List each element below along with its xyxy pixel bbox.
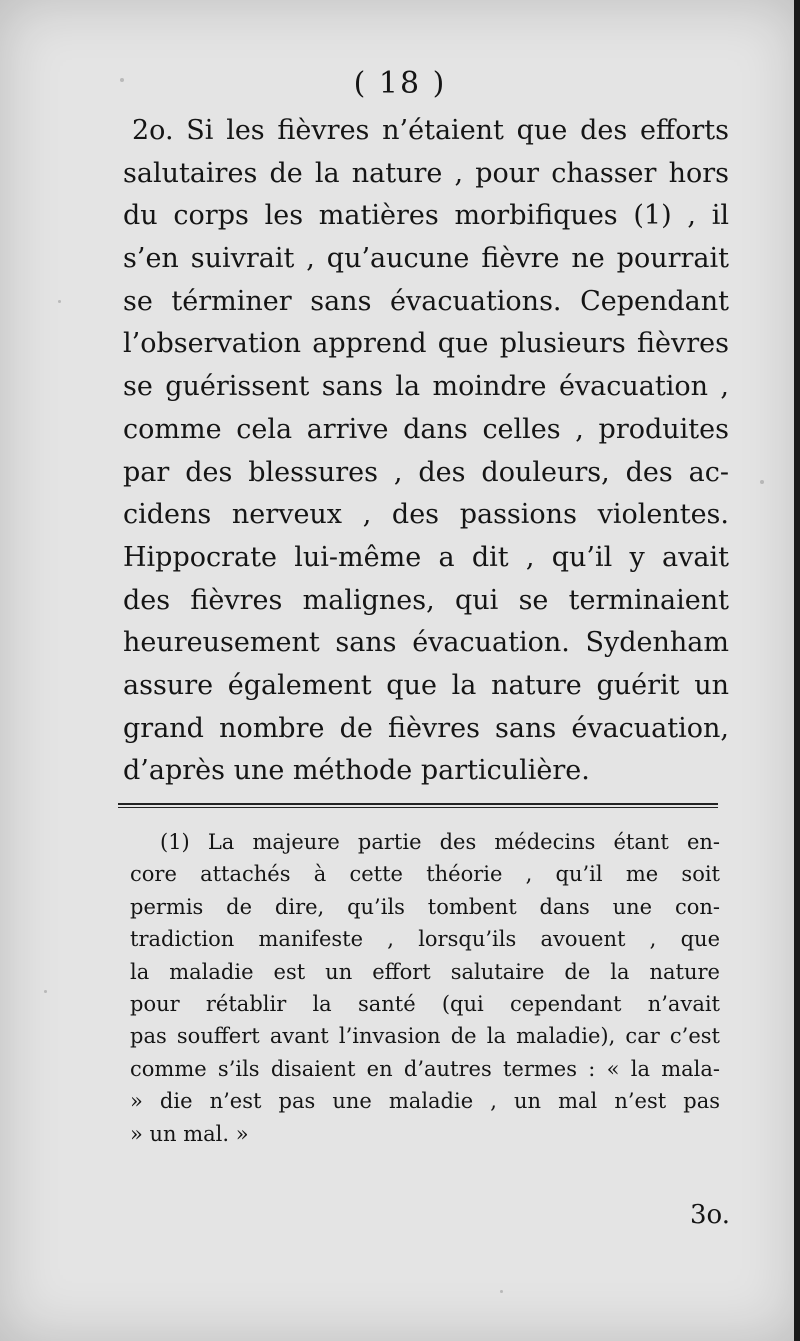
page-edge-shadow xyxy=(794,0,800,1341)
page-number: ( 18 ) xyxy=(353,66,447,101)
text-line: salutaires de la nature , pour chasser hors xyxy=(123,157,729,189)
signature-mark: 3o. xyxy=(690,1200,731,1230)
paper-speck xyxy=(760,480,764,484)
text-line: par des blessures , des douleurs, des ac- xyxy=(123,456,729,488)
footnote-line: core attachés à cette théorie , qu’il me soit xyxy=(130,862,720,887)
text-line: du corps les matières morbifiques (1) , il xyxy=(123,200,729,232)
text-line: heureusement sans évacuation. Sydenham xyxy=(123,627,729,659)
text-line: comme cela arrive dans celles , produites xyxy=(123,413,729,445)
text-line: s’en suivrait , qu’aucune fièvre ne pourrait xyxy=(123,243,729,275)
footnote-line: » un mal. » xyxy=(130,1121,249,1146)
footnote-line: » die n’est pas une maladie , un mal n’est pas xyxy=(130,1089,720,1114)
text-line: 2o. Si les fièvres n’étaient que des efforts xyxy=(132,115,729,146)
paper-speck xyxy=(44,990,47,993)
paper-speck xyxy=(120,78,124,82)
text-line: se términer sans évacuations. Cependant xyxy=(123,285,729,317)
text-line: Hippocrate lui-même a dit , qu’il y avait xyxy=(123,541,729,573)
paper-speck xyxy=(500,1290,503,1293)
footnote-line: pour rétablir la santé (qui cependant n’avait xyxy=(130,991,720,1016)
main-text xyxy=(123,110,729,793)
footnote-line: pas souffert avant l’invasion de la maladie), car c’est xyxy=(130,1024,720,1049)
text-line: se guérissent sans la moindre évacuation , xyxy=(123,371,729,403)
footnote-line: (1) La majeure partie des médecins étant en- xyxy=(160,830,720,854)
text-line: d’après une méthode particulière. xyxy=(123,755,590,787)
footnote-line: permis de dire, qu’ils tombent dans une con- xyxy=(130,894,720,919)
text-line: assure également que la nature guérit un xyxy=(123,669,729,701)
text-line: l’observation apprend que plusieurs fièvres xyxy=(123,328,729,360)
footnote xyxy=(130,826,720,1150)
paper-speck xyxy=(58,300,61,303)
text-line: des fièvres malignes, qui se terminaient xyxy=(123,584,729,616)
text-line: grand nombre de fièvres sans évacuation, xyxy=(123,712,729,744)
text-line: cidens nerveux , des passions violentes. xyxy=(123,499,729,531)
footnote-line: la maladie est un effort salutaire de la nature xyxy=(130,959,720,984)
footnote-separator-rule xyxy=(118,803,718,808)
footnote-line: tradiction manifeste , lorsqu’ils avouent , que xyxy=(130,927,720,952)
footnote-line: comme s’ils disaient en d’autres termes : « la mala- xyxy=(130,1056,720,1081)
